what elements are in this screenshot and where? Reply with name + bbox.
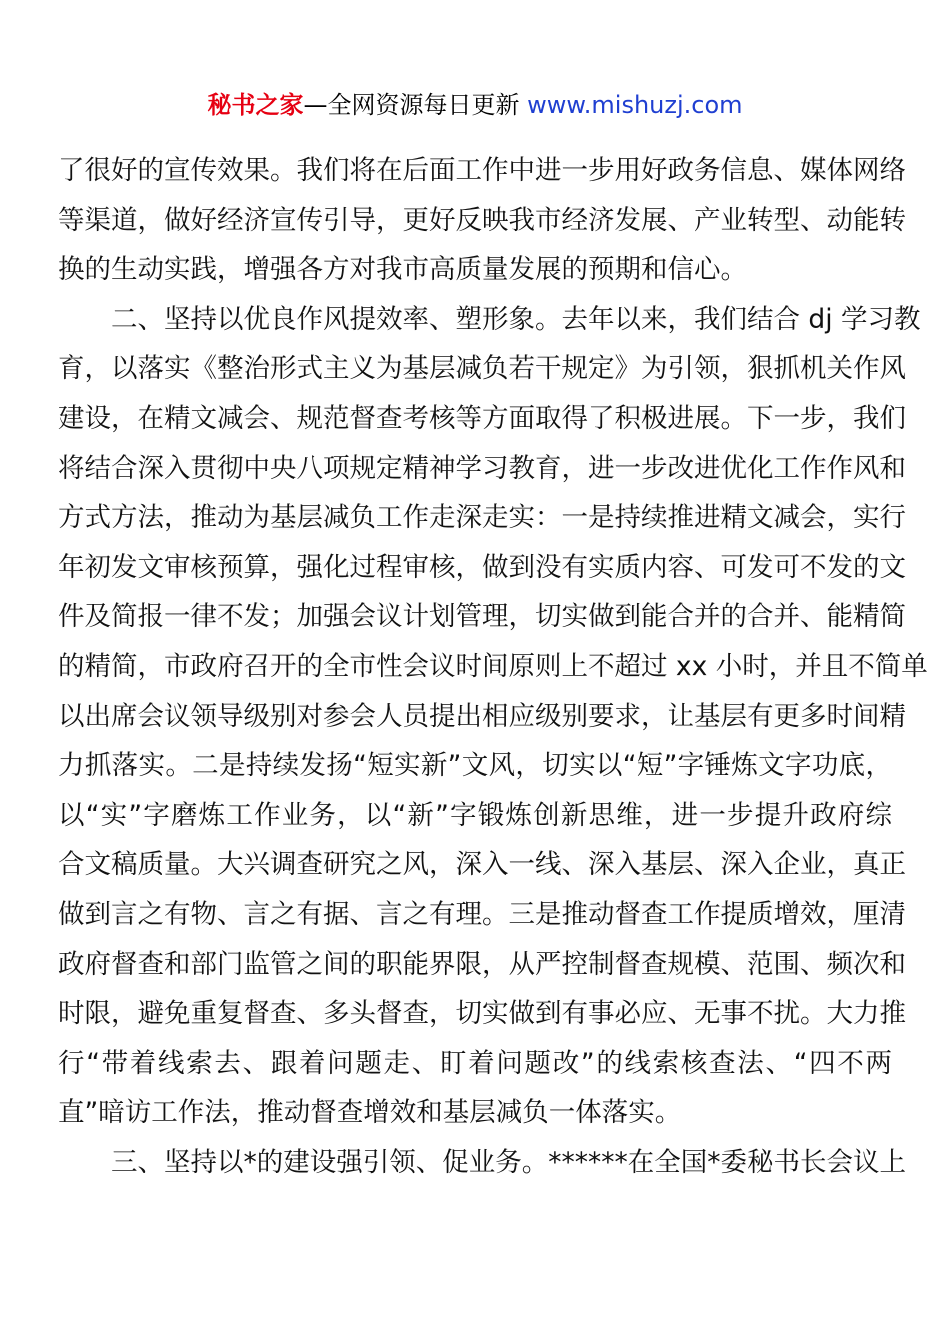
text-line: 年初发文审核预算，强化过程审核，做到没有实质内容、可发可不发的文: [58, 551, 906, 583]
text-line: 等渠道，做好经济宣传引导，更好反映我市经济发展、产业转型、动能转: [58, 204, 906, 236]
page-header: [0, 88, 950, 122]
text-line: 换的生动实践，增强各方对我市高质量发展的预期和信心。: [58, 254, 747, 286]
text-line: 做到言之有物、言之有据、言之有理。三是推动督查工作提质增效，厘清: [58, 898, 906, 930]
text-line: 方式方法，推动为基层减负工作走深走实：一是持续推进精文减会，实行: [58, 502, 906, 534]
text-line: 育，以落实《整治形式主义为基层减负若干规定》为引领，狠抓机关作风: [58, 353, 906, 385]
text-line: 以“实”字磨炼工作业务，以“新”字锻炼创新思维，进一步提升政府综: [58, 799, 892, 831]
brand-name: 秘书之家: [207, 91, 304, 119]
text-line: 二、坚持以优良作风提效率、塑形象。去年以来，我们结合 dj 学习教: [58, 303, 921, 335]
header-tagline: —全网资源每日更新: [303, 91, 528, 119]
text-line: 政府督查和部门监管之间的职能界限，从严控制督查规模、范围、频次和: [58, 948, 906, 980]
text-line: 将结合深入贯彻中央八项规定精神学习教育，进一步改进优化工作作风和: [58, 452, 906, 484]
text-line: 力抓落实。二是持续发扬“短实新”文风，切实以“短”字锤炼文字功底，: [58, 750, 892, 782]
document-body: [58, 146, 928, 1187]
text-line: 了很好的宣传效果。我们将在后面工作中进一步用好政务信息、媒体网络: [58, 155, 906, 186]
text-line: 时限，避免重复督查、多头督查，切实做到有事必应、无事不扰。大力推: [58, 998, 906, 1030]
text-line: 直”暗访工作法，推动督查增效和基层减负一体落实。: [58, 1097, 682, 1129]
text-line: 行“带着线索去、跟着问题走、盯着问题改”的线索核查法、“四不两: [58, 1047, 892, 1079]
text-line: 三、坚持以*的建设强引领、促业务。******在全国*委秘书长会议上: [58, 1146, 906, 1178]
text-line: 的精简，市政府召开的全市性会议时间原则上不超过 xx 小时，并且不简单: [58, 650, 928, 682]
text-line: 件及简报一律不发；加强会议计划管理，切实做到能合并的合并、能精简: [58, 601, 906, 633]
text-line: 建设，在精文减会、规范督查考核等方面取得了积极进展。下一步，我们: [58, 402, 906, 434]
text-line: 合文稿质量。大兴调查研究之风，深入一线、深入基层、深入企业，真正: [58, 849, 906, 881]
text-line: 以出席会议领导级别对参会人员提出相应级别要求，让基层有更多时间精: [58, 700, 906, 732]
site-link[interactable]: www.mishuzj.com: [527, 91, 743, 119]
